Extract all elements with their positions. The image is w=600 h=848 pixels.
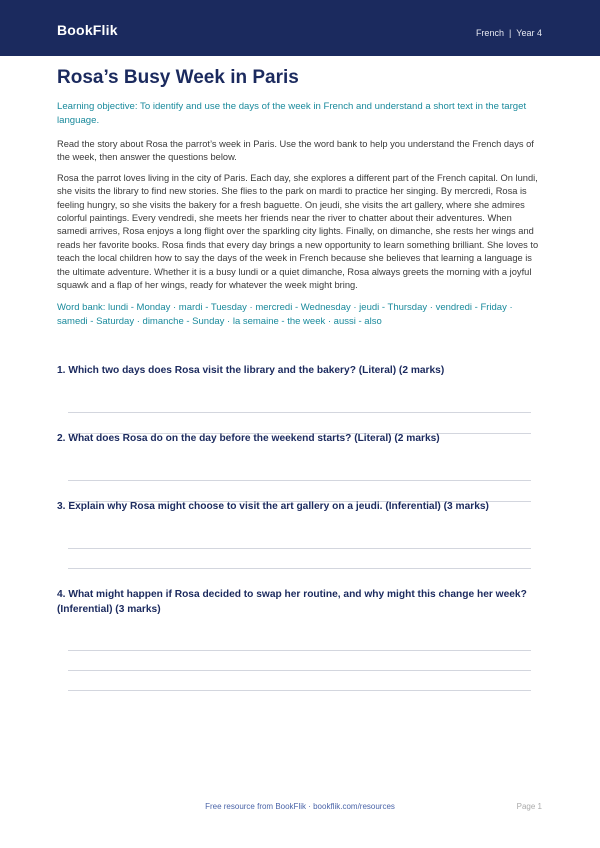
question-2: 2. What does Rosa do on the day before the weekend starts? (Literal) (2 marks): [57, 433, 440, 444]
answer-line[interactable]: [68, 568, 531, 569]
instructions: Read the story about Rosa the parrot’s week in Paris. Use the word bank to help you understand the French days of the week, then answer the questions below.: [57, 139, 534, 163]
word-bank: Word bank: lundi - Monday · mardi - Tuesday · mercredi - Wednesday · jeudi - Thursday · vendredi - Friday · samedi - Saturday · dimanche - Sunday · la semaine - the week · aussi - also: [57, 302, 513, 328]
questions-section: [57, 0, 541, 848]
answer-line[interactable]: [68, 412, 531, 413]
subject-label: French: [475, 28, 504, 38]
answer-line[interactable]: [68, 650, 531, 651]
question-1: 1. Which two days does Rosa visit the library and the bakery? (Literal) (2 marks): [57, 365, 445, 376]
meta-separator: |: [508, 28, 512, 38]
brand-logo: BookFlik: [57, 22, 118, 38]
page-number: Page 1: [516, 802, 542, 811]
footer-resource-link[interactable]: Free resource from BookFlik · bookflik.com/resources: [205, 802, 395, 811]
question-3: 3. Explain why Rosa might choose to visit the art gallery on a jeudi. (Inferential) (3 marks): [57, 501, 489, 512]
answer-line[interactable]: [68, 690, 531, 691]
answer-line[interactable]: [68, 670, 531, 671]
answer-line[interactable]: [68, 480, 531, 481]
page-title: Rosa’s Busy Week in Paris: [57, 67, 299, 88]
story-text: Rosa the parrot loves living in the city of Paris. Each day, she explores a different part of the French capital. On lundi, she visits the library to find new stories. She flies to the park on mardi to practice her singing. By mercredi, Rosa is feeling hungry, so she visits the bakery for a fresh baguette. On jeudi, she visits the art gallery, where she admires colorful paintings. Every vendredi, she meets her friends near the river to chatter about their adventures. When samedi arrives, Rosa enjoys a long flight over the sparkling city lights. Finally, on dimanche, she rests her wings and reads her favorite books. Rosa finds that every day brings a new opportunity to learn something brilliant. She loves to teach the local children how to say the days of the week in French because she believes that learning a language is the ultimate adventure. Whether it is a busy lundi or a quiet dimanche, Rosa always greets the morning with a joyful squawk and a flap of her wings, ready for whatever the week might bring.: [57, 172, 539, 291]
year-label: Year 4: [516, 28, 542, 38]
learning-objective: Learning objective: To identify and use the days of the week in French and understand a short text in the target language.: [57, 101, 527, 126]
question-4: 4. What might happen if Rosa decided to swap her routine, and why might this change her week? (Inferential) (3 marks): [57, 589, 527, 615]
answer-line[interactable]: [68, 548, 531, 549]
